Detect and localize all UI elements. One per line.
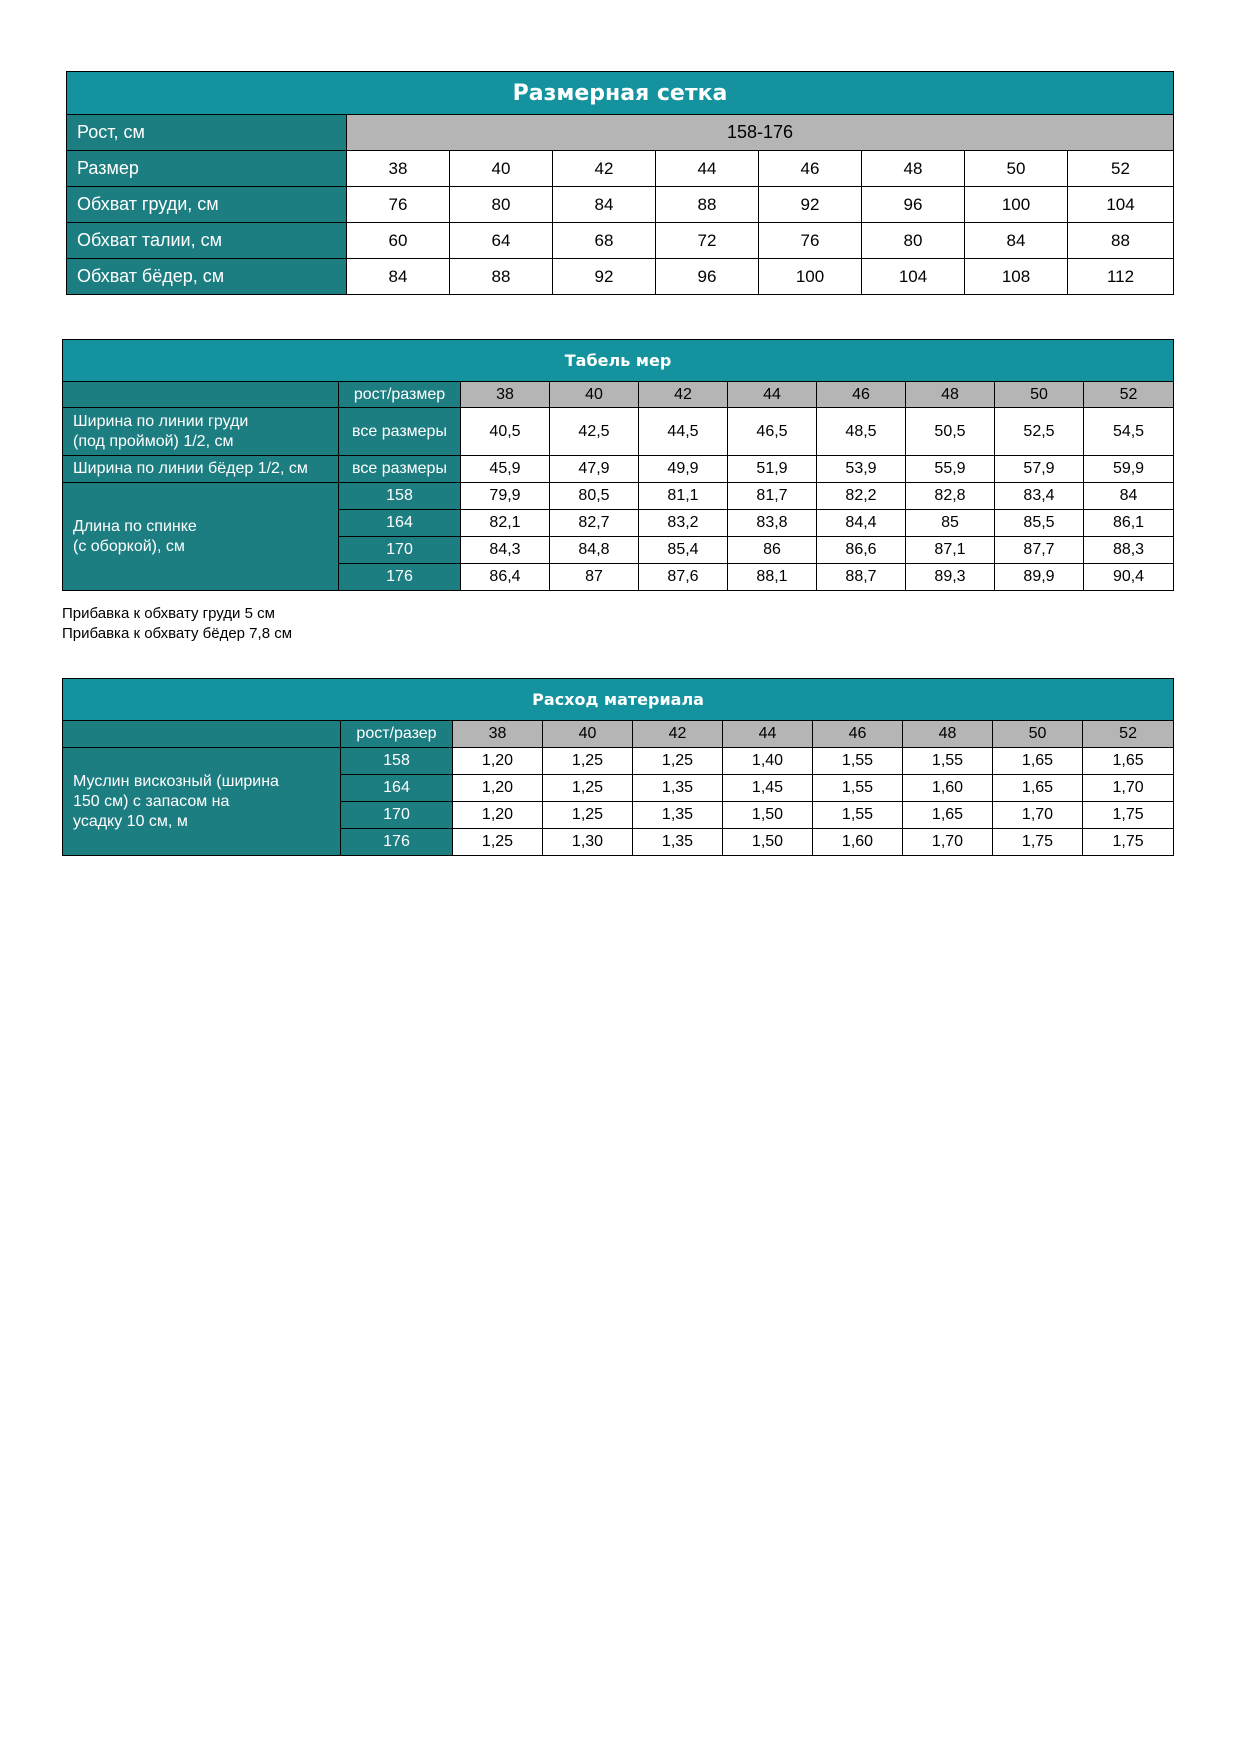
cell: 89,3: [906, 564, 995, 591]
header-blank: [63, 721, 341, 748]
cell: 88: [450, 259, 553, 295]
cell: 85,5: [995, 510, 1084, 537]
cell: 82,2: [817, 483, 906, 510]
cell: 100: [759, 259, 862, 295]
cell: 83,4: [995, 483, 1084, 510]
size-row: [67, 151, 1174, 187]
cell: 83,8: [728, 510, 817, 537]
cell: 1,70: [1083, 775, 1174, 802]
cell: 84: [1084, 483, 1174, 510]
cell: 92: [759, 187, 862, 223]
size-header: 48: [906, 382, 995, 408]
row-label: Ширина по линии бёдер 1/2, см: [63, 456, 339, 483]
size-header: 40: [543, 721, 633, 748]
cell: 1,75: [1083, 829, 1174, 856]
cell: 42,5: [550, 408, 639, 456]
hip-allowance-note: Прибавка к обхвату бёдер 7,8 см: [62, 625, 293, 642]
cell: 1,40: [723, 748, 813, 775]
height-range: 158-176: [347, 115, 1174, 151]
cell: 82,8: [906, 483, 995, 510]
waist-girth-row: [67, 223, 1174, 259]
material-title: Расход материала: [63, 679, 1174, 721]
size-header: 50: [993, 721, 1083, 748]
cell: 57,9: [995, 456, 1084, 483]
cell: 44: [656, 151, 759, 187]
cell: 87: [550, 564, 639, 591]
cell: 53,9: [817, 456, 906, 483]
height-label: 176: [341, 829, 453, 856]
cell: 92: [553, 259, 656, 295]
cell: 46,5: [728, 408, 817, 456]
cell: 85,4: [639, 537, 728, 564]
cell: 1,70: [993, 802, 1083, 829]
cell: 100: [965, 187, 1068, 223]
cell: 40: [450, 151, 553, 187]
size-header: 46: [813, 721, 903, 748]
cell: 1,25: [453, 829, 543, 856]
cell: 86: [728, 537, 817, 564]
cell: 1,65: [993, 775, 1083, 802]
hip-girth-row: [67, 259, 1174, 295]
cell: 1,55: [813, 748, 903, 775]
cell: 1,25: [543, 775, 633, 802]
material-row: [63, 748, 1174, 775]
cell: 1,35: [633, 829, 723, 856]
cell: 1,25: [543, 748, 633, 775]
size-header: 38: [453, 721, 543, 748]
chest-girth-row: [67, 187, 1174, 223]
measurements-title: Табель мер: [63, 340, 1174, 382]
cell: 88,7: [817, 564, 906, 591]
row-label: Обхват бёдер, см: [67, 259, 347, 295]
cell: 84: [553, 187, 656, 223]
cell: 84: [965, 223, 1068, 259]
cell: 1,50: [723, 829, 813, 856]
cell: 1,35: [633, 775, 723, 802]
cell: 88,3: [1084, 537, 1174, 564]
cell: 79,9: [461, 483, 550, 510]
row-label: Обхват талии, см: [67, 223, 347, 259]
hip-width-row: [63, 456, 1174, 483]
cell: 1,30: [543, 829, 633, 856]
back-length-row: [63, 483, 1174, 510]
header-row: [63, 382, 1174, 408]
chest-allowance-note: Прибавка к обхвату груди 5 см: [62, 605, 275, 622]
cell: 104: [862, 259, 965, 295]
cell: 76: [759, 223, 862, 259]
size-header: 46: [817, 382, 906, 408]
size-header: 44: [728, 382, 817, 408]
cell: 81,1: [639, 483, 728, 510]
cell: 49,9: [639, 456, 728, 483]
size-header: 52: [1083, 721, 1174, 748]
material-label: Муслин вискозный (ширина 150 см) с запасом на усадку 10 см, м: [63, 748, 341, 856]
row-sublabel: все размеры: [339, 456, 461, 483]
cell: 1,55: [813, 775, 903, 802]
cell: 51,9: [728, 456, 817, 483]
cell: 59,9: [1084, 456, 1174, 483]
cell: 80: [862, 223, 965, 259]
height-label: 170: [341, 802, 453, 829]
cell: 44,5: [639, 408, 728, 456]
cell: 96: [862, 187, 965, 223]
chest-width-row: [63, 408, 1174, 456]
cell: 76: [347, 187, 450, 223]
cell: 50: [965, 151, 1068, 187]
cell: 42: [553, 151, 656, 187]
cell: 80: [450, 187, 553, 223]
cell: 1,50: [723, 802, 813, 829]
cell: 68: [553, 223, 656, 259]
cell: 87,1: [906, 537, 995, 564]
cell: 54,5: [1084, 408, 1174, 456]
cell: 83,2: [639, 510, 728, 537]
row-sublabel: все размеры: [339, 408, 461, 456]
cell: 96: [656, 259, 759, 295]
height-label: 164: [341, 775, 453, 802]
cell: 87,6: [639, 564, 728, 591]
cell: 1,65: [993, 748, 1083, 775]
cell: 86,1: [1084, 510, 1174, 537]
cell: 47,9: [550, 456, 639, 483]
size-header: 48: [903, 721, 993, 748]
size-grid-title: Размерная сетка: [67, 72, 1174, 115]
cell: 87,7: [995, 537, 1084, 564]
header-blank: [63, 382, 339, 408]
measurements-table: [62, 339, 1174, 591]
cell: 84,8: [550, 537, 639, 564]
cell: 1,20: [453, 802, 543, 829]
height-label: Рост, см: [67, 115, 347, 151]
corner-label: рост/разер: [341, 721, 453, 748]
cell: 90,4: [1084, 564, 1174, 591]
cell: 86,6: [817, 537, 906, 564]
cell: 104: [1068, 187, 1174, 223]
cell: 1,20: [453, 775, 543, 802]
row-label: Ширина по линии груди (под проймой) 1/2, см: [63, 408, 339, 456]
cell: 1,25: [633, 748, 723, 775]
cell: 1,60: [903, 775, 993, 802]
cell: 55,9: [906, 456, 995, 483]
row-label: Обхват груди, см: [67, 187, 347, 223]
height-label: 158: [339, 483, 461, 510]
size-header: 44: [723, 721, 813, 748]
height-label: 170: [339, 537, 461, 564]
cell: 82,7: [550, 510, 639, 537]
cell: 52,5: [995, 408, 1084, 456]
cell: 86,4: [461, 564, 550, 591]
cell: 1,65: [903, 802, 993, 829]
cell: 72: [656, 223, 759, 259]
cell: 1,60: [813, 829, 903, 856]
cell: 1,35: [633, 802, 723, 829]
corner-label: рост/размер: [339, 382, 461, 408]
cell: 64: [450, 223, 553, 259]
cell: 1,70: [903, 829, 993, 856]
cell: 112: [1068, 259, 1174, 295]
cell: 84,3: [461, 537, 550, 564]
cell: 84: [347, 259, 450, 295]
height-label: 158: [341, 748, 453, 775]
row-label: Длина по спинке (с оборкой), см: [63, 483, 339, 591]
size-header: 40: [550, 382, 639, 408]
size-grid-table: [66, 71, 1174, 295]
cell: 60: [347, 223, 450, 259]
cell: 82,1: [461, 510, 550, 537]
material-table: [62, 678, 1174, 856]
cell: 1,55: [903, 748, 993, 775]
cell: 50,5: [906, 408, 995, 456]
cell: 40,5: [461, 408, 550, 456]
cell: 1,65: [1083, 748, 1174, 775]
cell: 85: [906, 510, 995, 537]
cell: 1,25: [543, 802, 633, 829]
cell: 88: [1068, 223, 1174, 259]
size-header: 50: [995, 382, 1084, 408]
cell: 48: [862, 151, 965, 187]
size-header: 42: [639, 382, 728, 408]
cell: 46: [759, 151, 862, 187]
cell: 38: [347, 151, 450, 187]
cell: 80,5: [550, 483, 639, 510]
cell: 1,75: [993, 829, 1083, 856]
size-header: 52: [1084, 382, 1174, 408]
height-label: 176: [339, 564, 461, 591]
row-label: Размер: [67, 151, 347, 187]
cell: 1,45: [723, 775, 813, 802]
header-row: [63, 721, 1174, 748]
cell: 52: [1068, 151, 1174, 187]
cell: 84,4: [817, 510, 906, 537]
cell: 89,9: [995, 564, 1084, 591]
cell: 1,75: [1083, 802, 1174, 829]
cell: 88: [656, 187, 759, 223]
size-header: 38: [461, 382, 550, 408]
cell: 1,55: [813, 802, 903, 829]
height-label: 164: [339, 510, 461, 537]
cell: 48,5: [817, 408, 906, 456]
size-header: 42: [633, 721, 723, 748]
cell: 81,7: [728, 483, 817, 510]
cell: 88,1: [728, 564, 817, 591]
cell: 108: [965, 259, 1068, 295]
cell: 1,20: [453, 748, 543, 775]
cell: 45,9: [461, 456, 550, 483]
